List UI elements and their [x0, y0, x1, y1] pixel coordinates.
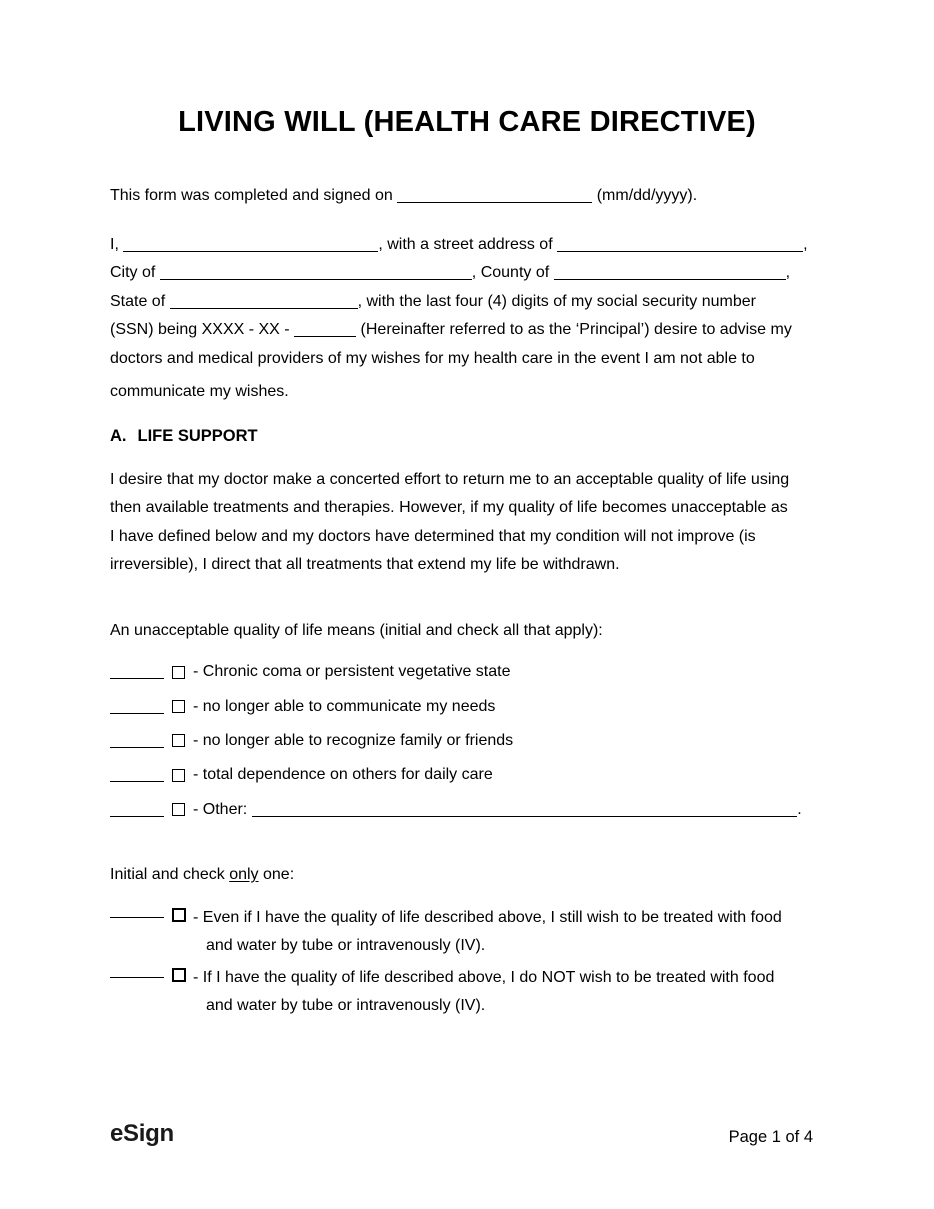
- county-label: , County of: [471, 264, 550, 282]
- option-text: [193, 964, 774, 1020]
- county-field[interactable]: [554, 266, 786, 280]
- option-row-wish-food-water: [110, 904, 822, 960]
- prompt-text: Initial and check: [110, 866, 230, 883]
- option-row-not-wish-food-water: [110, 964, 822, 1020]
- checkbox-wish-food-water[interactable]: [172, 908, 186, 922]
- checklist-label: - no longer able to communicate my needs: [193, 697, 496, 715]
- date-signed-line: [110, 187, 822, 205]
- principal-line-1: [110, 231, 822, 259]
- principal-line-5: doctors and medical providers of my wishes for my health care in the event I am not able to: [110, 349, 755, 367]
- life-support-paragraph: [110, 466, 822, 580]
- prompt-text: one:: [258, 866, 295, 883]
- esign-logo: eSign: [110, 1120, 174, 1147]
- option-line-2: and water by tube or intravenously (IV).: [206, 937, 486, 954]
- checklist-row-other: [110, 793, 822, 827]
- paragraph-line: I desire that my doctor make a concerted effort to return me to an acceptable quality of life using: [110, 471, 790, 488]
- principal-line-3: [110, 288, 822, 316]
- principal-line-6: communicate my wishes.: [110, 383, 289, 401]
- ssn-label: (SSN) being XXXX - XX -: [110, 321, 290, 339]
- date-signed-label: This form was completed and signed on: [110, 187, 393, 204]
- initials-field-communicate-needs[interactable]: [110, 700, 164, 714]
- ssn-intro-text: , with the last four (4) digits of my social security number: [357, 292, 756, 310]
- checklist-label: - Other:: [193, 800, 248, 818]
- date-signed-field[interactable]: [397, 189, 592, 203]
- street-address-label: , with a street address of: [378, 236, 553, 253]
- principal-line-4: [110, 316, 822, 344]
- initial-check-only-one-prompt: [110, 866, 822, 884]
- city-field[interactable]: [160, 266, 472, 280]
- checklist-row-chronic-coma: [110, 655, 822, 689]
- paragraph-line: I have defined below and my doctors have determined that my condition will not improve (is: [110, 527, 756, 545]
- checkbox-communicate-needs[interactable]: [172, 700, 185, 713]
- line2-comma: ,: [785, 264, 791, 282]
- paragraph-line: irreversible), I direct that all treatments that extend my life be withdrawn.: [110, 556, 620, 574]
- checklist-row-recognize-family: [110, 724, 822, 758]
- date-format-hint: (mm/dd/yyyy).: [596, 187, 698, 204]
- section-a-heading: [110, 427, 822, 446]
- initials-field-chronic-coma[interactable]: [110, 665, 164, 679]
- checklist-label: - total dependence on others for daily care: [193, 766, 493, 784]
- option-line-1: - If I have the quality of life described above, I do NOT wish to be treated with food: [193, 969, 775, 986]
- initials-field-other[interactable]: [110, 803, 164, 817]
- principal-intro-label: I,: [110, 236, 119, 253]
- section-a-label: A.: [110, 427, 127, 445]
- initials-field-recognize-family[interactable]: [110, 734, 164, 748]
- principal-reference-text: (Hereinafter referred to as the ‘Principal’) desire to advise my: [360, 321, 792, 339]
- checklist-row-communicate-needs: [110, 689, 822, 723]
- quality-of-life-prompt: An unacceptable quality of life means (initial and check all that apply):: [110, 622, 603, 639]
- checkbox-total-dependence[interactable]: [172, 769, 185, 782]
- paragraph-line: then available treatments and therapies. However, if my quality of life becomes unacceptable as: [110, 499, 788, 517]
- principal-line-2: [110, 259, 822, 287]
- initials-field-not-wish-food-water[interactable]: [110, 964, 164, 978]
- checkbox-chronic-coma[interactable]: [172, 666, 185, 679]
- other-description-field[interactable]: [252, 803, 797, 817]
- state-field[interactable]: [170, 295, 358, 309]
- checklist-label: - Chronic coma or persistent vegetative state: [193, 663, 511, 681]
- state-label: State of: [110, 292, 166, 310]
- checkbox-other[interactable]: [172, 803, 185, 816]
- page-number: Page 1 of 4: [728, 1128, 813, 1146]
- checkbox-recognize-family[interactable]: [172, 734, 185, 747]
- ssn-last4-field[interactable]: [294, 323, 356, 337]
- option-line-1: - Even if I have the quality of life described above, I still wish to be treated with food: [193, 909, 782, 926]
- initials-field-wish-food-water[interactable]: [110, 904, 164, 918]
- street-address-field[interactable]: [557, 238, 803, 252]
- checklist-label: - no longer able to recognize family or friends: [193, 731, 514, 749]
- section-a-title: LIFE SUPPORT: [137, 427, 258, 445]
- principal-info-paragraph: [110, 231, 822, 406]
- line1-comma: ,: [803, 236, 808, 253]
- initials-field-total-dependence[interactable]: [110, 768, 164, 782]
- option-line-2: and water by tube or intravenously (IV).: [206, 997, 486, 1014]
- page-title: LIVING WILL (HEALTH CARE DIRECTIVE): [178, 106, 756, 138]
- city-label: City of: [110, 264, 156, 282]
- quality-of-life-checklist: [110, 655, 822, 827]
- prompt-underlined-word: only: [229, 866, 259, 883]
- checklist-row-total-dependence: [110, 758, 822, 792]
- other-period: .: [797, 800, 802, 818]
- checkbox-not-wish-food-water[interactable]: [172, 968, 186, 982]
- principal-name-field[interactable]: [123, 238, 378, 252]
- option-text: [193, 904, 782, 960]
